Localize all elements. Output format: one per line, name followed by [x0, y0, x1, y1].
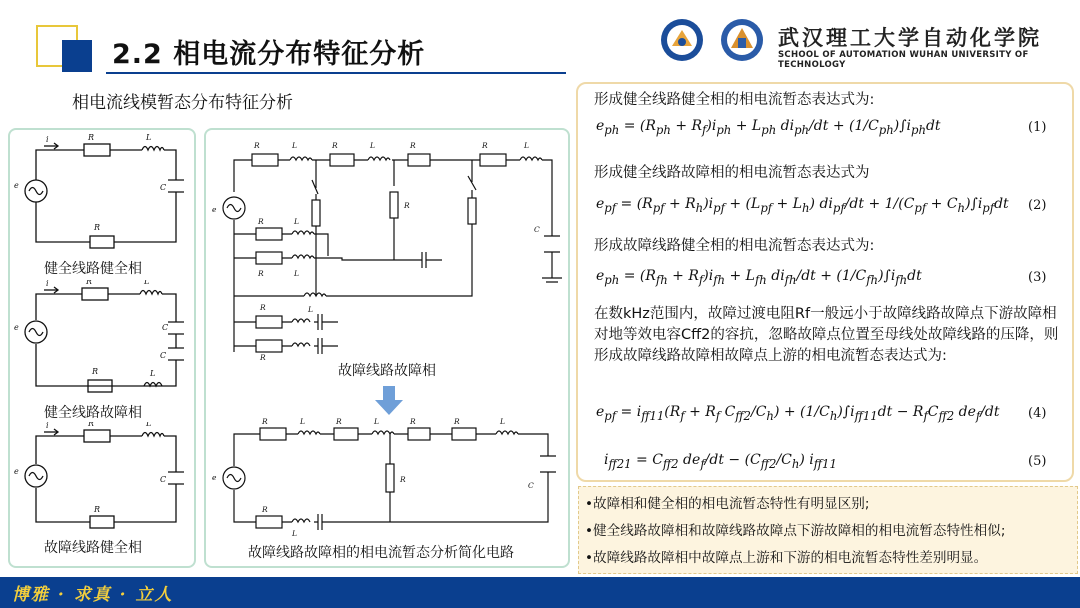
svg-text:e: e [14, 323, 19, 332]
circuit-healthy-line-healthy-phase [14, 132, 194, 252]
svg-text:L: L [150, 369, 156, 378]
svg-text:R: R [86, 280, 93, 286]
circuit-fault-line-fault-phase [208, 132, 568, 360]
svg-text:R: R [262, 505, 268, 514]
svg-text:R: R [482, 141, 488, 150]
section-subtitle: 相电流线模暂态分布特征分析 [72, 93, 293, 113]
svg-text:R: R [92, 367, 99, 376]
svg-text:C: C [162, 323, 169, 332]
circuit-healthy-line-fault-phase [14, 280, 194, 400]
title-deco-block [62, 40, 92, 72]
equation-4-number: (4) [1028, 406, 1047, 421]
svg-text:R: R [410, 417, 416, 426]
equation-1-number: (1) [1028, 120, 1047, 135]
equation-2: $e_{pf} = (R_{pf} + R_h)i_{pf} + (L_{pf} + L_h) di_{pf}/dt + 1/(C_{pf} + C_h)\int i_{pf}dt$ [596, 196, 1009, 215]
svg-text:R: R [336, 417, 342, 426]
svg-text:R: R [254, 141, 260, 150]
svg-text:C: C [160, 183, 167, 192]
svg-text:L: L [146, 422, 152, 428]
equation-3: $e_{ph} = (R_{fh} + R_f)i_{fh} + L_{fh}$ $di_{fh}/dt + (1/C_{fh})\int i_{fh}dt$ [596, 268, 922, 287]
svg-text:i: i [46, 135, 49, 144]
footer-motto: 博雅 · 求真 · 立人 [12, 585, 174, 605]
svg-text:L: L [146, 133, 152, 142]
svg-text:R: R [258, 269, 264, 278]
svg-text:R: R [260, 353, 266, 360]
school-logo-icon [720, 18, 764, 62]
svg-text:C: C [160, 475, 167, 484]
svg-text:L: L [524, 141, 529, 150]
caption-fault-line-fault-phase: 故障线路故障相 [338, 363, 436, 379]
svg-text:C: C [528, 481, 534, 490]
svg-text:R: R [258, 217, 264, 226]
svg-text:e: e [14, 467, 19, 476]
conclusion-item: •健全线路故障相和故障线路故障点下游故障相的相电流暂态特性相似; [585, 523, 1006, 539]
caption-fault-line-healthy-phase: 故障线路健全相 [44, 540, 142, 556]
svg-text:L: L [300, 417, 305, 426]
svg-text:i: i [46, 422, 49, 430]
svg-text:R: R [94, 505, 101, 514]
svg-text:R: R [88, 422, 95, 428]
conclusion-item: •故障相和健全相的相电流暂态特性有明显区别; [585, 496, 870, 512]
svg-text:R: R [410, 141, 416, 150]
text-fault-line-healthy-phase: 形成故障线路健全相的相电流暂态表达式为: [594, 238, 875, 254]
university-logo-icon [660, 18, 704, 62]
svg-text:C: C [534, 225, 540, 234]
svg-text:C: C [160, 351, 167, 360]
svg-text:R: R [332, 141, 338, 150]
text-fault-line-fault-phase: 在数kHz范围内，故障过渡电阻Rf一般远小于故障线路故障点下游故障相对地等效电容Cff2的容抗，忽略故障点位置至母线处故障线路的压降，则形成故障线路故障相故障点上游的相电流暂态表达式为: [594, 306, 1059, 364]
page-title: 2.2 相电流分布特征分析 [112, 39, 426, 70]
equation-3-number: (3) [1028, 270, 1047, 285]
svg-text:L: L [500, 417, 505, 426]
equation-5-number: (5) [1028, 454, 1047, 469]
svg-text:L: L [308, 305, 313, 314]
svg-text:R: R [260, 303, 266, 312]
svg-text:L: L [294, 269, 299, 278]
svg-text:R: R [400, 475, 406, 484]
caption-simplified-circuit: 故障线路故障相的相电流暂态分析简化电路 [248, 545, 514, 561]
svg-text:L: L [292, 529, 297, 538]
svg-text:e: e [14, 181, 19, 190]
conclusion-item: •故障线路故障相中故障点上游和下游的相电流暂态特性差别明显。 [585, 550, 988, 566]
caption-healthy-line-healthy-phase: 健全线路健全相 [44, 261, 142, 277]
down-arrow-icon [374, 386, 404, 416]
svg-text:R: R [404, 201, 410, 210]
svg-text:R: R [94, 223, 101, 232]
svg-text:L: L [144, 280, 150, 286]
svg-text:L: L [374, 417, 379, 426]
svg-text:R: R [262, 417, 268, 426]
svg-text:L: L [292, 141, 297, 150]
university-name-cn: 武汉理工大学自动化学院 [778, 25, 1042, 50]
equation-1: $e_{ph} = (R_{ph} + R_f)i_{ph} + L_{ph}$ $di_{ph}/dt + (1/C_{ph})\int i_{ph}dt$ [596, 118, 941, 137]
simplified-fault-circuit [208, 416, 568, 540]
title-underline [106, 72, 566, 74]
caption-healthy-line-fault-phase: 健全线路故障相 [44, 405, 142, 421]
equation-2-number: (2) [1028, 198, 1047, 213]
university-name-en: SCHOOL OF AUTOMATION WUHAN UNIVERSITY OF TECHNOLOGY [778, 50, 1029, 70]
svg-text:e: e [212, 205, 217, 214]
svg-text:L: L [370, 141, 375, 150]
text-healthy-line-healthy-phase: 形成健全线路健全相的相电流暂态表达式为: [594, 92, 875, 108]
svg-text:i: i [46, 280, 49, 288]
svg-text:L: L [294, 217, 299, 226]
text-healthy-line-fault-phase: 形成健全线路故障相的相电流暂态表达式为 [594, 165, 870, 181]
equation-4: $e_{pf} = i_{ff11}(R_f + R_f$ $C_{ff2}/C_h) + (1/C_h)\int i_{ff11}dt - R_fC_{ff2}$ $de_f/dt$ [596, 404, 1000, 423]
conclusion-box [578, 486, 1078, 574]
svg-text:R: R [454, 417, 460, 426]
svg-text:e: e [212, 473, 217, 482]
equation-5: $i_{ff21} = C_{ff2}$ $de_f/dt - (C_{ff2}/C_h)$ $i_{ff11}$ [604, 452, 837, 471]
circuit-fault-line-healthy-phase [14, 422, 194, 534]
svg-text:R: R [88, 133, 95, 142]
